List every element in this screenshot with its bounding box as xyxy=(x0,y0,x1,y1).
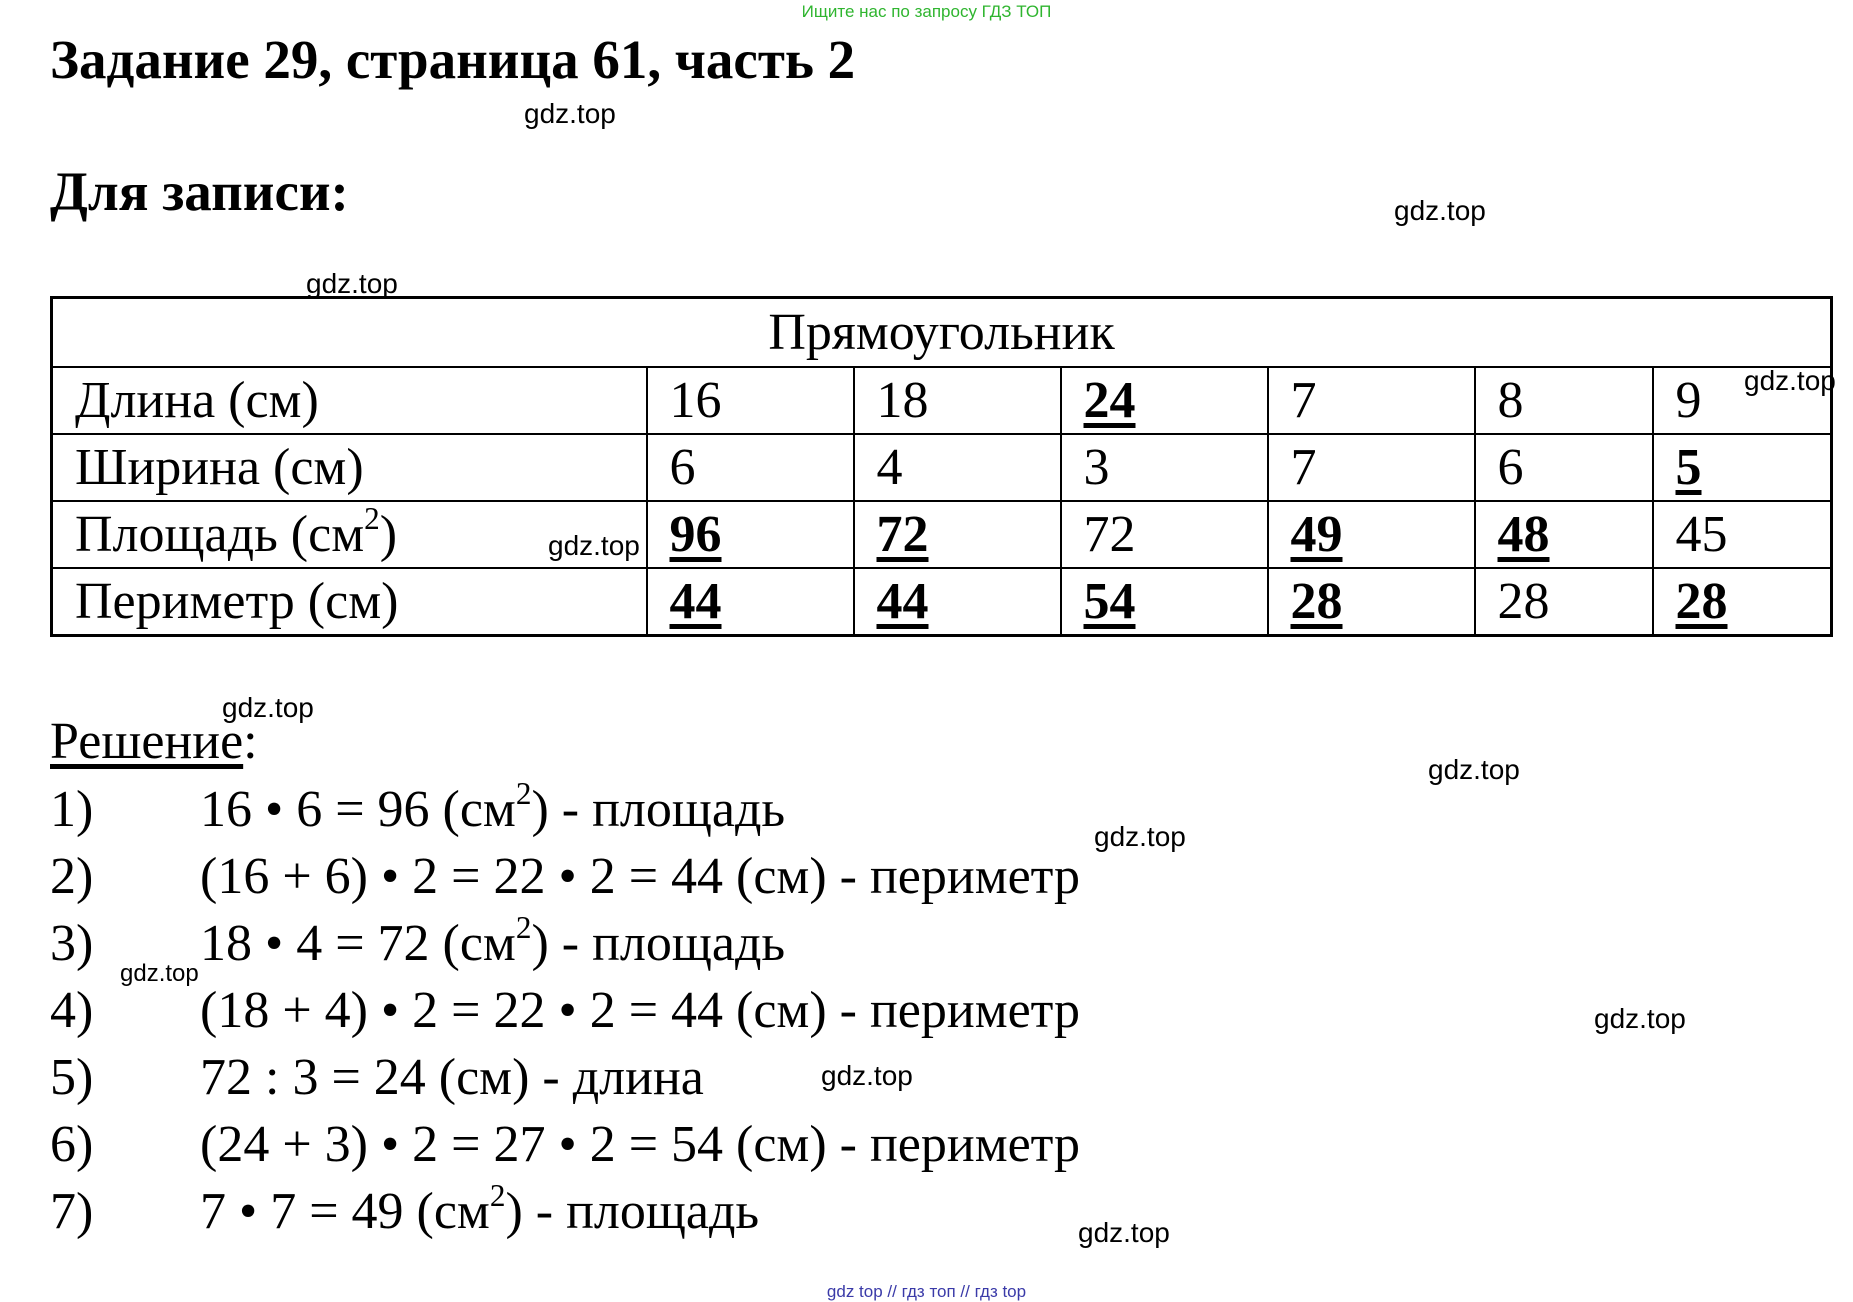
solution-heading xyxy=(50,712,258,771)
table-cell: 6 xyxy=(647,434,854,501)
solution-step xyxy=(200,1178,760,1241)
solution-step xyxy=(200,1115,1080,1174)
bottom-banner-link[interactable]: gdz top // гдз топ // гдз top xyxy=(826,1282,1027,1301)
table-cell: 16 xyxy=(647,367,854,434)
table-cell: 7 xyxy=(1268,367,1475,434)
solution-step-sup: 2 xyxy=(489,1178,506,1214)
row-label-tail: ) xyxy=(379,506,398,563)
table-cell: 3 xyxy=(1061,434,1268,501)
solution-step xyxy=(200,1048,704,1107)
table-cell: 49 xyxy=(1268,501,1475,568)
solution-step-number: 5) xyxy=(50,1049,94,1106)
watermark: gdz.top xyxy=(222,692,314,723)
solution-step-number: 2) xyxy=(50,848,94,905)
solution-step-text: (24 + 3) • 2 = 27 • 2 = 54 (см) - периметр xyxy=(200,1116,1081,1173)
table-cell: 48 xyxy=(1475,501,1653,568)
rectangle-table xyxy=(50,296,1833,637)
solution-step xyxy=(200,776,786,839)
row-label: Ширина (см) xyxy=(52,434,647,501)
watermark: gdz.top xyxy=(1594,1003,1686,1034)
solution-step-tail: ) - площадь xyxy=(505,1183,760,1240)
solution-step xyxy=(200,981,1080,1040)
solution-step-text: 16 • 6 = 96 (см xyxy=(200,781,516,838)
table-row-width xyxy=(52,434,1832,501)
solution-step-number: 3) xyxy=(50,915,94,972)
section-subtitle: Для записи: xyxy=(50,161,349,222)
solution-step-text: (16 + 6) • 2 = 22 • 2 = 44 (см) - периметр xyxy=(200,848,1081,905)
watermark: gdz.top xyxy=(306,268,398,299)
solution-step-number: 4) xyxy=(50,982,94,1039)
solution-step-number: 7) xyxy=(50,1183,94,1240)
solution-step-tail: ) - площадь xyxy=(531,915,786,972)
watermark: gdz.top xyxy=(524,98,616,129)
solution-step xyxy=(200,910,786,973)
watermark: gdz.top xyxy=(1744,365,1836,396)
solution-heading-text: Решение xyxy=(50,713,244,770)
watermark: gdz.top xyxy=(120,960,199,987)
solution-heading-colon: : xyxy=(243,713,258,770)
table-cell: 96 xyxy=(647,501,854,568)
table-cell: 7 xyxy=(1268,434,1475,501)
solution-step-text: 18 • 4 = 72 (см xyxy=(200,915,516,972)
solution-step-tail: ) - площадь xyxy=(531,781,786,838)
table-cell: 72 xyxy=(1061,501,1268,568)
watermark: gdz.top xyxy=(1428,754,1520,785)
solution-step-text: (18 + 4) • 2 = 22 • 2 = 44 (см) - периметр xyxy=(200,982,1081,1039)
page-title: Задание 29, страница 61, часть 2 xyxy=(50,29,856,90)
table-cell: 44 xyxy=(647,568,854,636)
table-cell: 6 xyxy=(1475,434,1653,501)
row-label: Периметр (см) xyxy=(52,568,647,636)
table-cell: 72 xyxy=(854,501,1061,568)
watermark: gdz.top xyxy=(1394,195,1486,226)
solution-step xyxy=(200,847,1080,906)
solution-step-text: 72 : 3 = 24 (см) - длина xyxy=(200,1049,704,1106)
table-cell: 4 xyxy=(854,434,1061,501)
table-row-length xyxy=(52,367,1832,434)
table-cell: 5 xyxy=(1653,434,1832,501)
solution-step-number: 6) xyxy=(50,1116,94,1173)
table-cell: 9 xyxy=(1653,367,1832,434)
table-cell: 28 xyxy=(1475,568,1653,636)
row-label-sup: 2 xyxy=(364,501,380,537)
row-label-text: Площадь (см xyxy=(75,506,365,563)
table-cell: 24 xyxy=(1061,367,1268,434)
watermark: gdz.top xyxy=(1078,1217,1170,1248)
table-cell: 44 xyxy=(854,568,1061,636)
solution-step-number: 1) xyxy=(50,781,94,838)
table-cell: 28 xyxy=(1653,568,1832,636)
top-banner-link[interactable]: Ищите нас по запросу ГДЗ ТОП xyxy=(801,2,1052,21)
table-cell: 8 xyxy=(1475,367,1653,434)
table-row-perimeter xyxy=(52,568,1832,636)
watermark: gdz.top xyxy=(821,1060,913,1091)
table-cell: 18 xyxy=(854,367,1061,434)
watermark: gdz.top xyxy=(1094,821,1186,852)
table-header: Прямоугольник xyxy=(52,298,1832,368)
table-cell: 45 xyxy=(1653,501,1832,568)
table-cell: 28 xyxy=(1268,568,1475,636)
solution-step-sup: 2 xyxy=(515,910,532,946)
solution-step-sup: 2 xyxy=(515,776,532,812)
table-row-area xyxy=(52,501,1832,568)
watermark: gdz.top xyxy=(548,530,640,561)
table-cell: 54 xyxy=(1061,568,1268,636)
row-label: Длина (см) xyxy=(52,367,647,434)
solution-step-text: 7 • 7 = 49 (см xyxy=(200,1183,490,1240)
